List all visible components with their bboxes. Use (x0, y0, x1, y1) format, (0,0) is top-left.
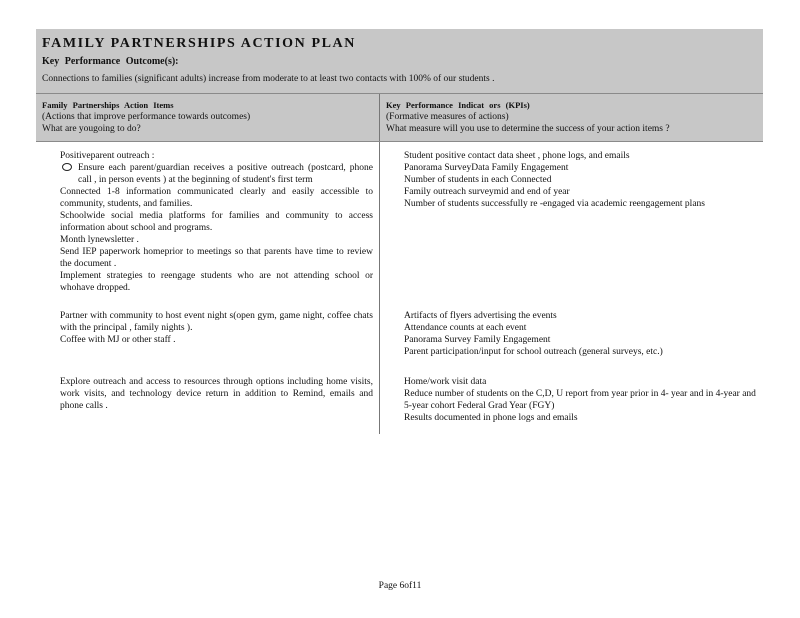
kpi-cell (380, 356, 762, 434)
kpi-item (386, 186, 756, 198)
plan-row-3 (36, 356, 763, 434)
kpi-item (386, 174, 756, 186)
kpi-item-text: Home/work visit data (404, 377, 487, 387)
column-header-row (36, 94, 763, 142)
list-item (42, 334, 373, 346)
kpo-label: Key Performance Outcome(s): (42, 56, 179, 67)
plan-row-1 (36, 142, 763, 300)
action-items-question: What are yougoing to do? (42, 124, 141, 134)
list-item-text: Coffee with MJ or other staff . (60, 335, 176, 345)
action-items-list (42, 310, 373, 346)
list-item-text: Partner with community to host event night s(open gym, game night, coffee chats with the principal , family nights ). (60, 311, 373, 333)
action-items-list (42, 376, 373, 412)
kpi-item-text: Family outreach surveymid and end of year (404, 187, 570, 197)
kpi-item-text: Reduce number of students on the C,D, U report from year prior in 4- year and in 4-year and 5-year cohort Federal Grad Year (FGY) (404, 389, 756, 411)
list-item (42, 210, 373, 234)
list-item (42, 310, 373, 334)
kpi-list (386, 376, 756, 424)
kpi-item (386, 162, 756, 174)
kpi-item-text: Panorama Survey Family Engagement (404, 335, 551, 345)
action-items-heading: Family Partnerships Action Items (42, 100, 174, 110)
kpi-cell (380, 300, 762, 356)
kpi-item (386, 310, 756, 322)
circle-bullet-icon (62, 163, 72, 171)
kpi-item-text: Number of students successfully re -engaged via academic reengagement plans (404, 199, 705, 209)
kpi-item-text: Student positive contact data sheet , phone logs, and emails (404, 151, 630, 161)
list-item (42, 234, 373, 246)
kpo-text: Connections to families (significant adults) increase from moderate to at least two contacts with 100% of our students . (42, 74, 495, 84)
action-items-cell (36, 142, 380, 300)
action-items-header (36, 94, 380, 141)
list-item-text: Positiveparent outreach : (60, 151, 155, 161)
kpi-item-text: Attendance counts at each event (404, 323, 527, 333)
list-item-text: Explore outreach and access to resources through options including home visits, work visits, and technology device return in addition to Remind, emails and phone calls . (60, 377, 373, 411)
sub-list-item-text: Ensure each parent/guardian receives a positive outreach (postcard, phone call , in person events ) at the beginning of student's first term (78, 163, 373, 185)
list-item-text: Schoolwide social media platforms for families and community to access information about school and programs. (60, 211, 373, 233)
kpi-item (386, 322, 756, 334)
kpi-item-text: Panorama SurveyData Family Engagement (404, 163, 569, 173)
kpi-item (386, 412, 756, 424)
list-item-text: Connected 1-8 information communicated clearly and easily accessible to community, students, and families. (60, 187, 373, 209)
list-item (42, 186, 373, 210)
page-number: Page 6of11 (378, 581, 422, 591)
header-band (36, 29, 763, 94)
kpi-cell (380, 142, 762, 300)
kpi-item (386, 150, 756, 162)
list-item-text: Send IEP paperwork homeprior to meetings so that parents have time to review the document . (60, 247, 373, 269)
kpi-heading: Key Performance Indicat ors (KPIs) (386, 100, 530, 110)
sub-list-item (60, 162, 373, 186)
action-items-cell (36, 300, 380, 356)
action-items-subheading: (Actions that improve performance towards outcomes) (42, 112, 251, 122)
plan-row-2 (36, 300, 763, 356)
sub-list (60, 162, 373, 186)
list-item-text: Implement strategies to reengage students who are not attending school or whohave dropped. (60, 271, 373, 293)
kpi-header (380, 94, 762, 141)
kpi-item-text: Artifacts of flyers advertising the events (404, 311, 557, 321)
action-items-list (42, 150, 373, 294)
list-item (42, 150, 373, 186)
kpi-item (386, 198, 756, 210)
list-item (42, 270, 373, 294)
page-title: FAMILY PARTNERSHIPS ACTION PLAN (42, 36, 356, 51)
kpi-item (386, 388, 756, 412)
kpi-list (386, 310, 756, 358)
kpi-list (386, 150, 756, 210)
action-plan-sheet (36, 29, 763, 434)
list-item (42, 246, 373, 270)
list-item-text: Month lynewsletter . (60, 235, 139, 245)
kpi-subheading: (Formative measures of actions) (386, 112, 509, 122)
kpi-item (386, 346, 756, 358)
kpi-question: What measure will you use to determine the success of your action items ? (386, 124, 670, 134)
kpi-item (386, 376, 756, 388)
list-item (42, 376, 373, 412)
kpi-item (386, 334, 756, 346)
kpi-item-text: Results documented in phone logs and emails (404, 413, 578, 423)
plan-rows (36, 142, 763, 434)
kpi-item-text: Number of students in each Connected (404, 175, 552, 185)
kpi-item-text: Parent participation/input for school outreach (general surveys, etc.) (404, 347, 663, 357)
action-items-cell (36, 356, 380, 434)
